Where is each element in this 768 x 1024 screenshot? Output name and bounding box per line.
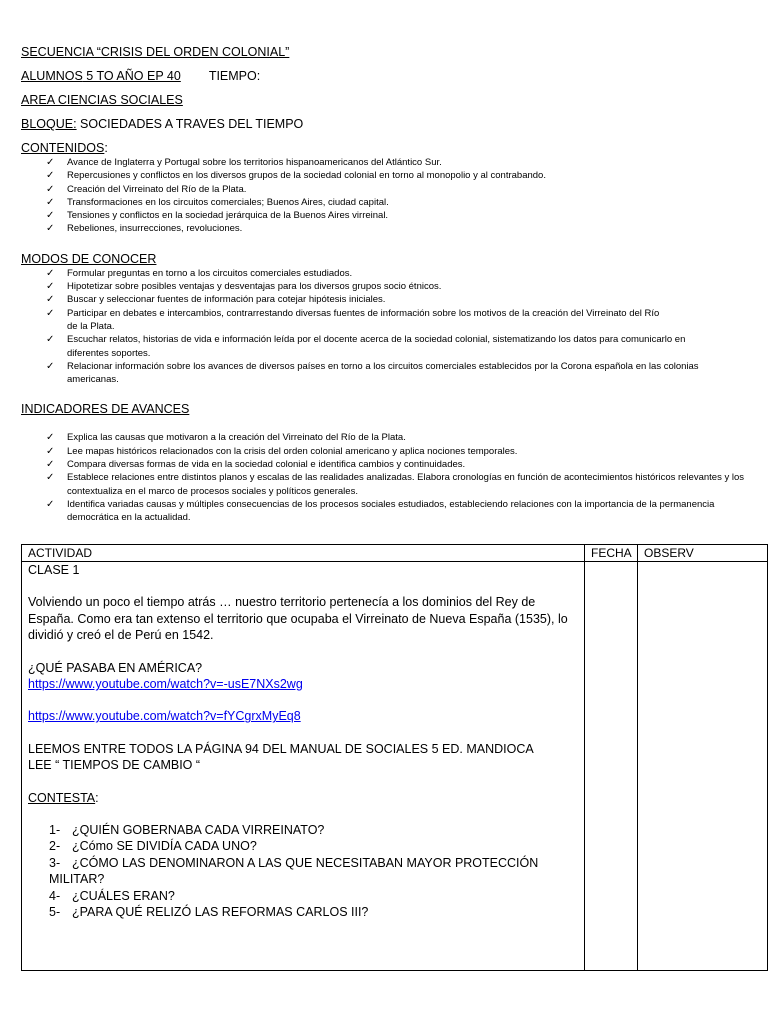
check-icon: ✓ (46, 432, 55, 444)
check-icon: ✓ (46, 196, 55, 208)
activity-cell (22, 562, 585, 971)
list-item: ✓ Buscar y seleccionar fuentes de información para cotejar hipótesis iniciales. (46, 294, 386, 306)
contents-heading (21, 140, 761, 156)
time-label: TIEMPO: (208, 69, 261, 83)
document-page (21, 42, 761, 525)
sequence-title: SECUENCIA “CRISIS DEL ORDEN COLONIAL” (21, 45, 290, 59)
table-row (22, 562, 768, 971)
list-item: ✓ Creación del Virreinato del Río de la Plata. (46, 183, 247, 195)
check-icon: ✓ (46, 170, 55, 182)
students-value: 5 TO AÑO EP 40 (82, 69, 181, 83)
list-item: 3- ¿CÓMO LAS DENOMINARON A LAS QUE NECESITABAN MAYOR PROTECCIÓN MILITAR? (49, 855, 539, 887)
check-icon: ✓ (46, 360, 55, 372)
list-item: 1- ¿QUIÉN GOBERNABA CADA VIRREINATO? (49, 823, 325, 838)
students-label: ALUMNOS (21, 69, 83, 83)
indicators-title: INDICADORES DE AVANCES (21, 402, 190, 417)
list-item: ✓ Relacionar información sobre los avances de diversos países en torno a los circuitos comerciales establecidos por la Corona española en las colonias americanas. (46, 360, 699, 386)
check-icon: ✓ (46, 183, 55, 195)
students-line (21, 68, 761, 84)
column-header-activity: ACTIVIDAD (22, 545, 585, 562)
list-item: ✓ Hipotetizar sobre posibles ventajas y desventajas para los diversos grupos socio étnicos. (46, 281, 442, 293)
check-icon: ✓ (46, 267, 55, 279)
list-item: ✓ Avance de Inglaterra y Portugal sobre los territorios hispanoamericanos del Atlántico Sur. (46, 157, 442, 168)
modes-list (21, 267, 761, 387)
list-item: ✓ Participar en debates e intercambios, contrarrestando diversas fuentes de información sobre los motivos de la creación del Virreinato del Río de la Plata. (46, 307, 660, 332)
list-item: 5- ¿PARA QUÉ RELIZÓ LAS REFORMAS CARLOS III? (49, 905, 369, 920)
column-header-date: FECHA (585, 545, 638, 562)
indicators-list (21, 431, 761, 524)
answer-label: CONTESTA (28, 790, 96, 805)
list-item: 2- ¿Cómo SE DIVIDÍA CADA UNO? (49, 839, 257, 854)
list-item: ✓ Lee mapas históricos relacionados con la crisis del orden colonial americano y aplica nociones temporales. (46, 445, 518, 457)
observ-cell (638, 562, 768, 971)
list-item: ✓ Establece relaciones entre distintos planos y escalas de las realidades analizadas. Elabora cronologías en función de acontecimientos históricos relevantes y los contextualiza en el marco de procesos sociales y políticos generales. (46, 472, 745, 497)
block-label: BLOQUE: (21, 117, 77, 131)
question-heading: ¿QUÉ PASABA EN AMÉRICA? (28, 660, 203, 675)
check-icon: ✓ (46, 281, 55, 293)
list-item: ✓ Tensiones y conflictos en la sociedad jerárquica de la Buenos Aires virreinal. (46, 210, 389, 222)
column-header-observ: OBSERV (638, 545, 768, 562)
answer-heading (28, 790, 578, 806)
check-icon: ✓ (46, 459, 55, 471)
contents-colon: : (104, 141, 108, 155)
question-list (28, 822, 578, 920)
list-item: ✓ Explica las causas que motivaron a la creación del Virreinato del Río de la Plata. (46, 432, 406, 444)
check-icon: ✓ (46, 498, 55, 510)
block-value: SOCIEDADES A TRAVES DEL TIEMPO (76, 117, 304, 131)
list-item: ✓ Compara diversas formas de vida en la sociedad colonial e identifica cambios y continuidades. (46, 459, 466, 471)
intro-paragraph: Volviendo un poco el tiempo atrás … nuestro territorio pertenecía a los dominios del Rey de España. Como era tan extenso el territorio que ocupaba el Virreinato de Nueva España (1535), lo dividió y creó el de Perú en 1542. (28, 595, 568, 643)
list-item: 4- ¿CUÁLES ERAN? (49, 888, 175, 903)
list-item: ✓ Identifica variadas causas y múltiples consecuencias de los procesos sociales estudiados, estableciendo relaciones con la importancia de la permanencia democrática en la actualidad. (46, 498, 715, 524)
check-icon: ✓ (46, 307, 55, 319)
activity-content (28, 562, 578, 921)
check-icon: ✓ (46, 445, 55, 457)
list-item: ✓ Transformaciones en los circuitos comerciales; Buenos Aires, ciudad capital. (46, 196, 389, 208)
reading-title: LEE “ TIEMPOS DE CAMBIO “ (28, 758, 201, 773)
check-icon: ✓ (46, 223, 55, 235)
block-line (21, 116, 761, 132)
table-header-row (22, 545, 768, 562)
check-icon: ✓ (46, 334, 55, 346)
reading-instruction: LEEMOS ENTRE TODOS LA PÁGINA 94 DEL MANUAL DE SOCIALES 5 ED. MANDIOCA (28, 741, 534, 756)
video-link-1[interactable]: https://www.youtube.com/watch?v=-usE7NXs2wg (28, 677, 303, 692)
date-cell (585, 562, 638, 971)
check-icon: ✓ (46, 294, 55, 306)
area-line: AREA CIENCIAS SOCIALES (21, 93, 183, 107)
list-item: ✓ Rebeliones, insurrecciones, revoluciones. (46, 223, 243, 235)
answer-colon: : (95, 790, 99, 805)
check-icon: ✓ (46, 210, 55, 222)
class-label: CLASE 1 (28, 563, 80, 577)
list-item: ✓ Escuchar relatos, historias de vida e información leída por el docente acerca de la sociedad colonial, sistematizando los datos para comunicarlo en diferentes soportes. (46, 334, 686, 359)
modes-title: MODOS DE CONOCER (21, 251, 157, 266)
check-icon: ✓ (46, 157, 55, 168)
list-item: ✓ Formular preguntas en torno a los circuitos comerciales estudiados. (46, 267, 353, 279)
contents-title: CONTENIDOS (21, 141, 105, 155)
activity-table (21, 544, 768, 971)
contents-list (21, 156, 761, 236)
list-item: ✓ Repercusiones y conflictos en los diversos grupos de la sociedad colonial en torno al monopolio y al contrabando. (46, 170, 546, 182)
video-link-2[interactable]: https://www.youtube.com/watch?v=fYCgrxMyEq8 (28, 709, 301, 724)
check-icon: ✓ (46, 472, 55, 484)
